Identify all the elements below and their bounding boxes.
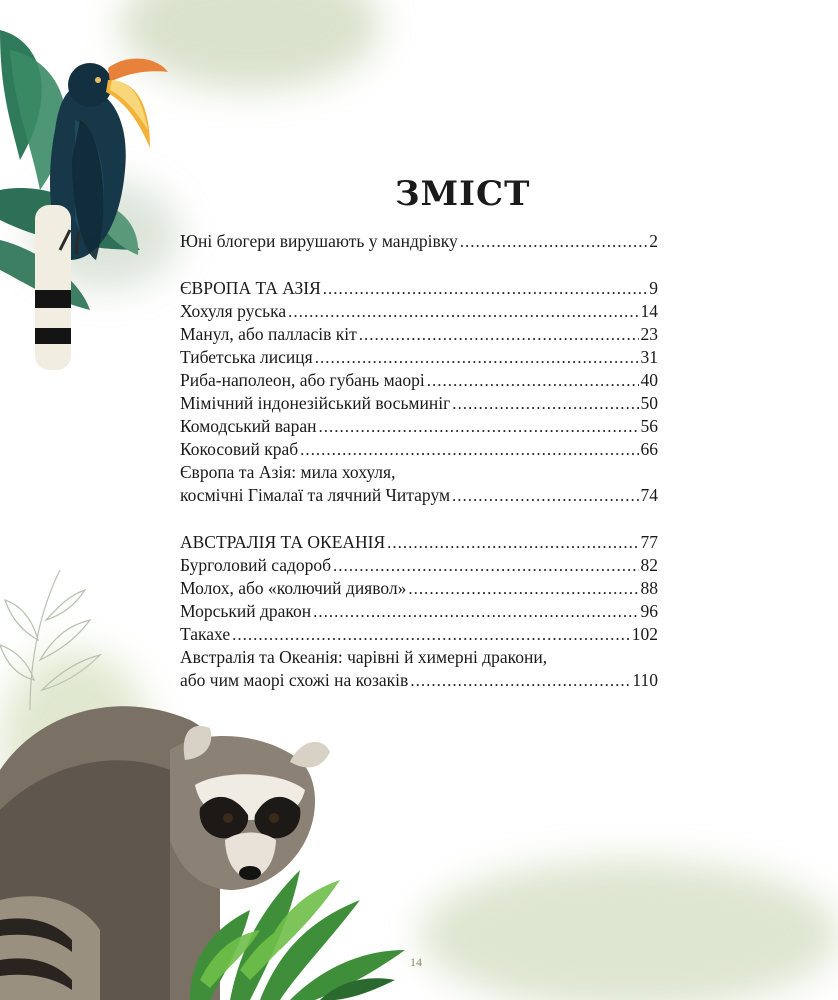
- toc-entry-label: Хохуля руська: [180, 301, 287, 321]
- toc-entry[interactable]: [180, 369, 658, 392]
- toc-entry-label: Риба-наполеон, або губань маорі: [180, 370, 425, 390]
- leader-dots: [288, 300, 638, 323]
- toc-entry-label: космічні Гімалаї та лячний Читарум: [180, 485, 451, 505]
- foliage-sketch: [0, 560, 120, 710]
- leader-dots: [232, 623, 630, 646]
- toc-entry-page: 66: [640, 439, 658, 459]
- toc-entry-label: Кокосовий краб: [180, 439, 299, 459]
- leader-dots: [452, 484, 638, 507]
- toc-entry[interactable]: [180, 484, 658, 507]
- page-title: ЗМІСТ: [395, 174, 531, 214]
- toc-entry-page: 9: [649, 278, 658, 298]
- toc-entry-label: Такахе: [180, 624, 231, 644]
- leader-dots: [300, 438, 638, 461]
- toc-entry[interactable]: [180, 623, 658, 646]
- leader-dots: [333, 554, 638, 577]
- toc-entry[interactable]: [180, 577, 658, 600]
- toc-entry-page: 50: [640, 393, 658, 413]
- toc-entry-label: Морський дракон: [180, 601, 312, 621]
- toc-entry-label: АВСТРАЛІЯ ТА ОКЕАНІЯ: [180, 532, 386, 552]
- toc-entry-label: Бурголовий садороб: [180, 555, 332, 575]
- toc-entry[interactable]: [180, 669, 658, 692]
- toc-entry-page: 14: [640, 301, 658, 321]
- toc-entry[interactable]: [180, 554, 658, 577]
- toc-section-heading[interactable]: [180, 531, 658, 554]
- toc-entry-page: 74: [640, 485, 658, 505]
- fern-illustration: [170, 830, 410, 1000]
- toc-entry[interactable]: [180, 300, 658, 323]
- toc-entry-page: 23: [640, 324, 658, 344]
- toc-entry[interactable]: [180, 323, 658, 346]
- toc-entry[interactable]: [180, 392, 658, 415]
- leader-dots: [359, 323, 639, 346]
- toc-entry-label: Молох, або «колючий диявол»: [180, 578, 407, 598]
- leader-dots: [315, 346, 639, 369]
- toc-entry-page: 82: [640, 555, 658, 575]
- toc-entry-label: Манул, або палласів кіт: [180, 324, 357, 344]
- leader-dots: [460, 230, 648, 253]
- leader-dots: [410, 669, 630, 692]
- leader-dots: [318, 415, 638, 438]
- toc-entry-label: Комодський варан: [180, 416, 317, 436]
- leader-dots: [452, 392, 638, 415]
- toc-entry-label: або чим маорі схожі на козаків: [180, 670, 409, 690]
- leader-dots: [323, 277, 647, 300]
- toc-entry-page: 31: [640, 347, 658, 367]
- toc-section-heading[interactable]: [180, 277, 658, 300]
- table-of-contents: [180, 230, 658, 692]
- watercolor-wash: [420, 860, 838, 1000]
- toc-entry-page: 77: [640, 532, 658, 552]
- toc-entry[interactable]: [180, 415, 658, 438]
- leader-dots: [387, 531, 638, 554]
- leader-dots: [427, 369, 639, 392]
- leader-dots: [408, 577, 638, 600]
- toc-entry-label: ЄВРОПА ТА АЗІЯ: [180, 278, 321, 298]
- toc-summary-line1[interactable]: Європа та Азія: мила хохуля,: [180, 462, 396, 482]
- leader-dots: [313, 600, 638, 623]
- page-number: 14: [410, 955, 422, 969]
- toc-entry-page: 56: [640, 416, 658, 436]
- toc-entry-label: Юні блогери вирушають у мандрівку: [180, 231, 458, 251]
- toc-entry-label: Тибетська лисиця: [180, 347, 313, 367]
- hornbill-illustration: [0, 10, 190, 380]
- toc-entry[interactable]: [180, 346, 658, 369]
- toc-entry-page: 110: [632, 670, 658, 690]
- toc-entry-page: 102: [631, 624, 658, 644]
- toc-summary-line1[interactable]: Австралія та Океанія: чарівні й химерні дракони,: [180, 647, 548, 667]
- toc-entry-page: 40: [640, 370, 658, 390]
- toc-entry[interactable]: [180, 600, 658, 623]
- toc-entry-page: 88: [640, 578, 658, 598]
- toc-entry-label: Мімічний індонезійський восьминіг: [180, 393, 451, 413]
- toc-entry-page: 96: [640, 601, 658, 621]
- toc-entry-intro[interactable]: [180, 230, 658, 253]
- toc-entry[interactable]: [180, 438, 658, 461]
- toc-entry-page: 2: [649, 231, 658, 251]
